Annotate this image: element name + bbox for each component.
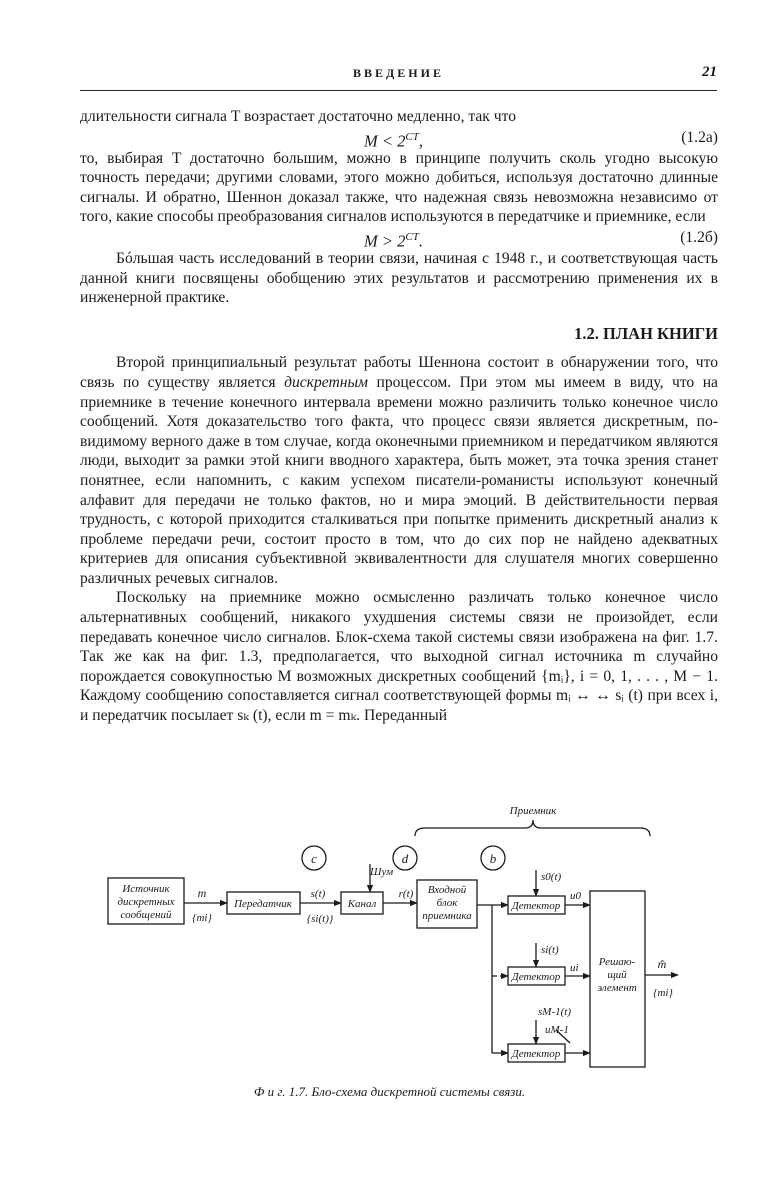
receiver-brace (415, 820, 650, 836)
paragraph-5: Поскольку на приемнике можно осмысленно различать только конечное число альтернативных сообщений, никакого ухудшения системы связи не произойдет, если передавать конечное число сигналов. Блок-схема такой системы связи изображена на фиг. 1.7. Так же как на фиг. 1.3, предполагается, что выходной сигнал источника m случайно порождается совокупностью M возможных дискретных сообщений {mᵢ}, i = 0, 1, . . . , M − 1. Каждому сообщению сопоставляется сигнал соответствующей формы mᵢ ↔ ↔ sᵢ (t) при всех i, и передатчик посылает sₖ (t), если m = mₖ. Переданный (80, 589, 718, 725)
sit-label: {si(t)} (306, 913, 334, 925)
equation-1-2a (80, 127, 718, 149)
m-label: m (197, 886, 207, 900)
emphasis-discrete: дискретным (284, 373, 368, 391)
detector-label-i: Детектор (511, 971, 561, 983)
circle-d-label: d (401, 851, 409, 866)
source-label-2: дискретных (117, 896, 175, 908)
mhat-label: m̂ (657, 957, 667, 971)
block-diagram (100, 800, 680, 1075)
paragraph-1: длительности сигнала T возрастает достаточно медленно, так что (80, 108, 517, 125)
section-title: 1.2. ПЛАН КНИГИ (574, 323, 718, 343)
u0-label: u0 (570, 890, 581, 902)
equation-1-2b-formula: $M > 2^{CT}$. (364, 230, 423, 251)
equation-1-2a-formula: $M < 2^{CT}$, (364, 130, 423, 151)
page-header (80, 66, 717, 86)
running-head: ВВЕДЕНИЕ (353, 66, 444, 80)
paragraph-2: то, выбирая T достаточно большим, можно в принципе получить сколь угодно высокую точность передачи; другими словами, этого можно добиться, используя достаточно длинные сигналы. И обратно, Шеннон доказал также, что надежная связь невозможна независимо от того, какие способы преобразования сигналов используются в передатчике и приемнике, если (80, 149, 718, 226)
body-text (80, 107, 718, 726)
source-label-1: Источник (122, 883, 170, 895)
st-label: s(t) (310, 888, 326, 900)
paragraph-3: Бóльшая часть исследований в теории связи, начиная с 1948 г., и соответствующая часть данной книги посвящены обобщению этих результатов и рассмотрению применения их в инженерной практике. (80, 249, 718, 307)
equation-1-2a-number: (1.2a) (681, 128, 718, 146)
output-mi-label: {mi} (653, 987, 673, 999)
equation-1-2b-number: (1.2б) (680, 228, 718, 246)
circle-c-label: c (311, 851, 317, 866)
detector-label-0: Детектор (511, 900, 561, 912)
figure-caption: Ф и г. 1.7. Бло-схема дискретной системы связи. (253, 1084, 526, 1099)
decision-label-1: Решаю- (598, 956, 636, 968)
source-label-3: сообщений (120, 909, 172, 921)
detector-label-m1: Детектор (511, 1048, 561, 1060)
sm1-label: sM-1(t) (538, 1006, 571, 1018)
um1-label: uM-1 (545, 1024, 569, 1036)
input-block-label-3: приемника (422, 910, 472, 922)
input-block-label-2: блок (436, 897, 458, 909)
noise-label: Шум (370, 866, 394, 878)
si-label: si(t) (541, 944, 559, 956)
channel-label: Канал (347, 898, 377, 910)
input-block-label-1: Входной (427, 884, 467, 896)
transmitter-label: Передатчик (234, 898, 292, 910)
ui-label: ui (570, 962, 579, 974)
circle-b-label: b (489, 851, 497, 866)
equation-1-2b (80, 227, 718, 249)
paragraph-4: Второй принципиальный результат работы Шеннона состоит в обнаружении того, что связь по существу является дискретным процессом. При этом мы имеем в виду, что на приемнике в течение конечного интервала времени можно различить только конечное число сообщений. Хотя доказательство того факта, что процесс связи является дискретным, по-видимому верного даже в том случае, когда оконечными приемником и передатчиком являются люди, выходит за рамки этой книги вводного характера, быть может, эта точка зрения станет понятнее, если напомнить, с каким успехом писатели-романисты используют конечный алфавит для передачи не только фактов, но и мира эмоций. В действительности первая трудность, с которой приходится сталкиваться при попытке применить дискретный анализ к проблеме передачи речи, состоит просто в том, что до сих пор не найдено адекватных критериев для описания субъективной эквивалентности для слушателя многих совершенно различных речевых сигналов. (80, 354, 718, 587)
page-number: 21 (702, 64, 717, 80)
s0-label: s0(t) (541, 871, 562, 883)
header-rule (80, 90, 717, 91)
mi-label: {mi} (192, 912, 212, 924)
decision-label-2: щий (607, 969, 627, 981)
rt-label: r(t) (398, 888, 414, 900)
receiver-label: Приемник (509, 805, 557, 817)
decision-label-3: элемент (597, 982, 637, 994)
